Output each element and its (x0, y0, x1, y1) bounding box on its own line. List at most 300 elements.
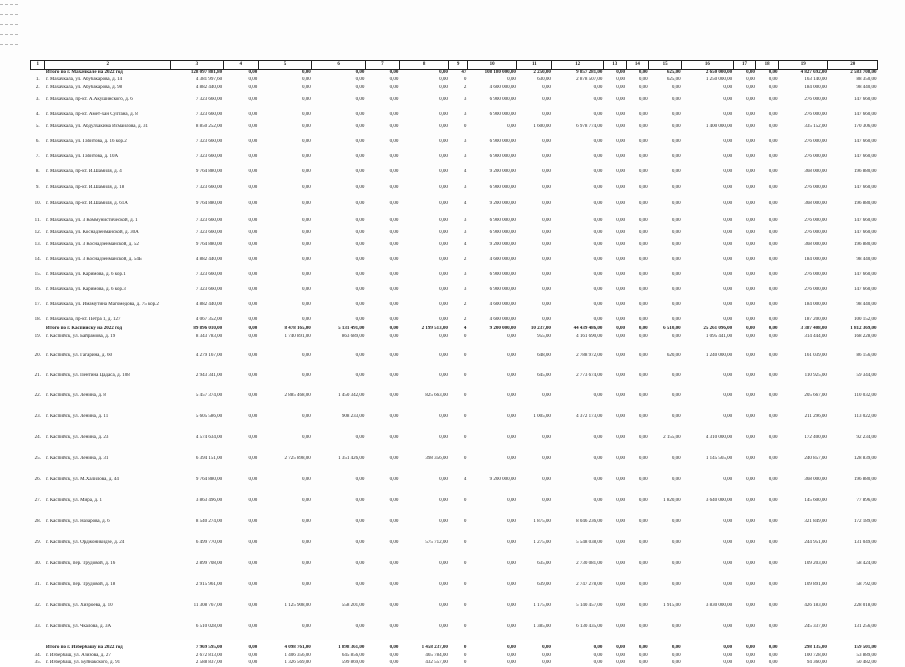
value-cell: 2 672 813,00 (195, 652, 223, 658)
value-cell: 0,00 (439, 623, 448, 629)
table-row (31, 582, 878, 603)
value-cell: 147 660,00 (854, 286, 877, 292)
value-cell: 196 880,00 (854, 241, 877, 247)
value-cell: 0,00 (439, 497, 448, 503)
value-cell: 0,00 (507, 518, 516, 524)
value-cell: 0,00 (302, 138, 311, 144)
value-cell: 0,00 (671, 229, 681, 235)
value-cell: 240 857,00 (804, 455, 827, 461)
column-number-cell: 17 (733, 61, 756, 70)
value-cell: 0,00 (439, 581, 448, 587)
row-number-cell: 5. (35, 123, 40, 129)
value-cell: 0,00 (768, 111, 778, 117)
value-cell: 0,00 (248, 325, 258, 331)
value-cell: 2 730 081,00 (576, 560, 603, 566)
value-cell: 6 499 770,00 (195, 539, 223, 545)
value-cell: 0,00 (507, 581, 516, 587)
value-cell: 159 501,00 (854, 644, 877, 650)
value-cell: 147 660,00 (854, 217, 877, 223)
value-cell: 9 764 880,00 (195, 241, 223, 247)
row-number-cell (31, 326, 45, 334)
value-cell: 0,00 (746, 539, 755, 545)
value-cell: 0,00 (355, 200, 365, 206)
value-cell: 0,00 (439, 560, 448, 566)
value-cell: 0,00 (638, 184, 648, 190)
column-number-cell: 7 (365, 61, 399, 70)
value-cell: 7 323 660,00 (195, 184, 223, 190)
value-cell: 4 882 440,00 (195, 84, 223, 90)
value-cell: 0 (463, 413, 467, 419)
value-cell: 0,00 (302, 352, 311, 358)
value-cell: 2 (463, 84, 467, 90)
value-cell: 0,00 (616, 476, 626, 482)
value-cell: 0,00 (439, 168, 448, 174)
table-body (31, 61, 878, 667)
value-cell: 0,00 (671, 476, 681, 482)
value-cell: 0,00 (616, 644, 626, 650)
repair-schedule-table (30, 60, 878, 667)
value-cell: 6 978 774,00 (576, 123, 603, 129)
row-number-cell: 3. (35, 96, 40, 102)
value-cell: 0,00 (355, 168, 365, 174)
value-cell: 0,00 (355, 123, 365, 129)
value-cell: 0,00 (389, 560, 399, 566)
value-cell: 276 000,00 (804, 286, 827, 292)
value-cell: 0,00 (723, 581, 733, 587)
value-cell: 147 660,00 (854, 271, 877, 277)
value-cell: 0,00 (746, 434, 755, 440)
value-cell: 0 (463, 392, 467, 398)
table-row (31, 185, 878, 201)
value-cell: 9 200 000,00 (489, 168, 516, 174)
value-cell: 0,00 (389, 96, 399, 102)
value-cell: 0,00 (593, 301, 603, 307)
row-number-cell: 17. (34, 301, 41, 307)
value-cell: 0,00 (302, 434, 311, 440)
value-cell: 0 (463, 539, 467, 545)
row-number-cell: 1. (35, 76, 40, 82)
value-cell: 0,00 (671, 413, 681, 419)
value-cell: 276 000,00 (804, 153, 827, 159)
value-cell: 2 (463, 256, 467, 262)
value-cell: 3 (463, 138, 467, 144)
value-cell: 0,00 (248, 271, 258, 277)
row-number-cell: 12. (34, 229, 41, 235)
value-cell: 2 899 708,00 (195, 560, 223, 566)
value-cell: 276 000,00 (804, 271, 827, 277)
value-cell: 0,00 (389, 623, 399, 629)
value-cell: 0,00 (507, 76, 516, 82)
column-number-cell: 4 (223, 61, 258, 70)
value-cell: 6 510 028,00 (195, 623, 223, 629)
value-cell: 0,00 (248, 497, 258, 503)
value-cell: 88 350,00 (856, 76, 877, 82)
value-cell: 0,00 (638, 392, 648, 398)
value-cell: 0,00 (768, 434, 778, 440)
value-cell: 0,00 (542, 271, 551, 277)
value-cell: 0,00 (248, 184, 258, 190)
value-cell: 6 394 151,00 (195, 455, 223, 461)
value-cell: 0,00 (355, 581, 365, 587)
value-cell: 11 308 767,00 (193, 602, 223, 608)
table-row (31, 287, 878, 302)
row-number-cell: 34. (34, 652, 41, 658)
address-cell: Итого по г. Махачкале на 2022 год (45, 70, 123, 75)
value-cell: 2 155,00 (663, 434, 681, 440)
value-cell: 3 (463, 271, 467, 277)
row-number-cell: 13. (34, 241, 41, 247)
value-cell: 0,00 (746, 184, 755, 190)
value-cell: 0,00 (616, 581, 626, 587)
value-cell: 0,00 (302, 168, 311, 174)
value-cell: 0,00 (439, 434, 448, 440)
row-number-cell: 6. (35, 138, 40, 144)
value-cell: 3 387 408,00 (800, 325, 827, 331)
value-cell: 0,00 (302, 497, 311, 503)
value-cell: 0,00 (248, 602, 258, 608)
value-cell: 0 (463, 659, 467, 665)
row-number-cell: 20. (34, 352, 41, 358)
value-cell: 3 (463, 286, 467, 292)
value-cell: 0,00 (616, 229, 626, 235)
value-cell: 7 323 660,00 (195, 229, 223, 235)
value-cell: 7 323 660,00 (195, 217, 223, 223)
row-number-cell: 14. (34, 256, 41, 262)
value-cell: 163 140,00 (804, 76, 827, 82)
value-cell: 0,00 (439, 301, 448, 307)
value-cell: 0,00 (638, 271, 648, 277)
value-cell: 0,00 (507, 434, 516, 440)
value-cell: 0,00 (439, 241, 448, 247)
column-number-cell: 19 (778, 61, 827, 70)
value-cell: 9 764 880,00 (195, 200, 223, 206)
column-number-cell: 1 (31, 61, 45, 70)
value-cell: 1 820,00 (663, 497, 681, 503)
value-cell: 53 889,00 (856, 652, 877, 658)
value-cell: 1 005,00 (533, 413, 551, 419)
value-cell: 0,00 (671, 623, 681, 629)
value-cell: 0,00 (638, 413, 648, 419)
value-cell: 4 (463, 325, 467, 331)
value-cell: 7 323 660,00 (195, 286, 223, 292)
value-cell: 0 (463, 455, 467, 461)
row-number-cell: 7. (35, 153, 40, 159)
value-cell: 0,00 (542, 241, 551, 247)
address-cell: г. Махачкала, ул. 3 Коснадзенманской, д. 52 (45, 241, 139, 247)
value-cell: 321 849,00 (804, 518, 827, 524)
value-cell: 0,00 (638, 70, 648, 75)
value-cell: 0,00 (616, 316, 626, 322)
value-cell: 0,00 (302, 123, 311, 129)
value-cell: 0,00 (248, 455, 258, 461)
value-cell: 0,00 (768, 217, 778, 223)
value-cell: 0,00 (746, 301, 755, 307)
value-cell: 0,00 (723, 623, 733, 629)
table-row (31, 302, 878, 317)
value-cell: 59 344,00 (856, 372, 877, 378)
value-cell: 0,00 (616, 168, 626, 174)
value-cell: 0,00 (638, 84, 648, 90)
value-cell: 145 600,00 (804, 497, 827, 503)
value-cell: 0,00 (746, 325, 755, 331)
address-cell: г. Махачкала, пр-кт. И.Шамиля, д. 61А (45, 200, 128, 206)
value-cell: 100 152,00 (854, 316, 877, 322)
value-cell: 4 (463, 476, 467, 482)
value-cell: 0,00 (355, 352, 365, 358)
value-cell: 0,00 (507, 352, 516, 358)
value-cell: 3 640 000,00 (705, 497, 733, 503)
value-cell: 0 (463, 497, 467, 503)
value-cell: 635,00 (537, 560, 551, 566)
table-row (31, 624, 878, 645)
value-cell: 0,00 (768, 271, 778, 277)
value-cell: 0,00 (671, 271, 681, 277)
value-cell: 645 856,00 (341, 652, 365, 658)
value-cell: 0,00 (302, 96, 311, 102)
value-cell: 0 (463, 518, 467, 524)
address-cell: г. Махачкала, ул. Каримова, д. 6 кор.3 (45, 286, 126, 292)
value-cell: 1 326 569,00 (284, 659, 311, 665)
value-cell: 0,00 (671, 455, 681, 461)
value-cell: 0,00 (302, 286, 311, 292)
value-cell: 0,00 (355, 476, 365, 482)
value-cell: 0,00 (638, 325, 648, 331)
margin-mark (0, 14, 18, 15)
value-cell: 9 200 000,00 (489, 476, 516, 482)
value-cell: 0,00 (746, 623, 755, 629)
value-cell: 0,00 (507, 602, 516, 608)
value-cell: 58 424,00 (856, 560, 877, 566)
value-cell: 368 000,00 (804, 168, 827, 174)
value-cell: 0,00 (439, 333, 448, 339)
value-cell: 0,00 (355, 153, 365, 159)
value-cell: 0,00 (768, 602, 778, 608)
value-cell: 625,00 (666, 76, 681, 82)
value-cell: 0,00 (355, 111, 365, 117)
value-cell: 0,00 (248, 392, 258, 398)
value-cell: 276 000,00 (804, 184, 827, 190)
row-number-cell: 33. (34, 623, 41, 629)
value-cell: 0,00 (746, 271, 755, 277)
value-cell: 7 323 660,00 (195, 271, 223, 277)
value-cell: 4 882 440,00 (195, 256, 223, 262)
value-cell: 0,00 (302, 623, 311, 629)
value-cell: 0,00 (302, 153, 311, 159)
value-cell: 0,00 (593, 184, 603, 190)
value-cell: 0,00 (616, 256, 626, 262)
value-cell: 0,00 (507, 413, 516, 419)
value-cell: 0,00 (768, 325, 778, 331)
value-cell: 147 660,00 (854, 111, 877, 117)
table-row (31, 317, 878, 326)
value-cell: 0,00 (439, 111, 448, 117)
value-cell: 0,00 (768, 518, 778, 524)
value-cell: 0,00 (302, 301, 311, 307)
table-row (31, 154, 878, 169)
value-cell: 0,00 (616, 518, 626, 524)
value-cell: 6 510,00 (663, 325, 681, 331)
value-cell: 0,00 (542, 217, 551, 223)
value-cell: 0,00 (248, 659, 258, 665)
value-cell: 0,00 (638, 476, 648, 482)
value-cell: 0,00 (302, 316, 311, 322)
table-row (31, 456, 878, 477)
value-cell: 0,00 (671, 184, 681, 190)
value-cell: 0,00 (671, 372, 681, 378)
value-cell: 0,00 (616, 123, 626, 129)
value-cell: 0,00 (593, 476, 603, 482)
value-cell: 0,00 (768, 497, 778, 503)
value-cell: 0,00 (248, 518, 258, 524)
value-cell: 0,00 (302, 184, 311, 190)
value-cell: 4 600 000,00 (489, 301, 516, 307)
value-cell: 0,00 (616, 539, 626, 545)
value-cell: 0,00 (768, 476, 778, 482)
value-cell: 0,00 (542, 392, 551, 398)
value-cell: 0,00 (302, 111, 311, 117)
address-cell: г. Каспийск, ул. Чкалова, д. 3А (45, 623, 112, 629)
address-cell: г. Махачкала, ул. Каримова, д. 6 кор.1 (45, 271, 126, 277)
value-cell: 0,00 (638, 256, 648, 262)
value-cell: 0,00 (302, 200, 311, 206)
value-cell: 1 600,00 (533, 123, 551, 129)
value-cell: 630,00 (537, 76, 551, 82)
value-cell: 0,00 (389, 413, 399, 419)
value-cell: 0,00 (389, 111, 399, 117)
value-cell: 0,00 (768, 153, 778, 159)
value-cell: 0,00 (723, 659, 733, 665)
value-cell: 0,00 (768, 413, 778, 419)
value-cell: 0,00 (616, 413, 626, 419)
address-cell: г. Каспийск, ул. Гагарина, д. 60 (45, 352, 112, 358)
value-cell: 0,00 (638, 455, 648, 461)
value-cell: 0,00 (671, 217, 681, 223)
value-cell: 0,00 (768, 352, 778, 358)
column-number-cell: 12 (552, 61, 604, 70)
address-cell: г. Махачкала, пр-кт. А.Акушинского, д. 6 (45, 96, 133, 102)
value-cell: 0,00 (638, 352, 648, 358)
column-number-cell: 11 (517, 61, 552, 70)
value-cell: 0,00 (439, 316, 448, 322)
value-cell: 0,00 (439, 286, 448, 292)
table-row (31, 85, 878, 97)
value-cell: 196 880,00 (854, 476, 877, 482)
value-cell: 0,00 (542, 286, 551, 292)
value-cell: 211 296,00 (804, 413, 827, 419)
value-cell: 0,00 (248, 138, 258, 144)
table-row (31, 77, 878, 85)
value-cell: 1 740 891,00 (284, 333, 311, 339)
value-cell: 0,00 (248, 652, 258, 658)
table-row (31, 272, 878, 287)
value-cell: 0,00 (302, 518, 311, 524)
value-cell: 0,00 (616, 602, 626, 608)
value-cell: 0,00 (248, 476, 258, 482)
value-cell: 98 440,00 (856, 301, 877, 307)
value-cell: 0,00 (355, 217, 365, 223)
value-cell: 0 (463, 123, 467, 129)
value-cell: 0,00 (723, 241, 733, 247)
address-cell: Итого по г. Избербашу на 2022 год (45, 644, 123, 650)
column-number-cell: 8 (399, 61, 448, 70)
value-cell: 0,00 (768, 256, 778, 262)
value-cell: 0,00 (542, 153, 551, 159)
value-cell: 9 200 000,00 (489, 241, 516, 247)
value-cell: 0,00 (638, 241, 648, 247)
value-cell: 44 439 486,00 (573, 325, 603, 331)
value-cell: 0,00 (616, 241, 626, 247)
value-cell: 0,00 (389, 200, 399, 206)
value-cell: 0,00 (616, 217, 626, 223)
value-cell: 0,00 (723, 539, 733, 545)
value-cell: 4 827 692,00 (800, 70, 827, 75)
value-cell: 0 (463, 644, 467, 650)
value-cell: 0,00 (671, 241, 681, 247)
value-cell: 0,00 (248, 168, 258, 174)
value-cell: 368 000,00 (804, 200, 827, 206)
value-cell: 0,00 (723, 111, 733, 117)
value-cell: 9 764 880,00 (195, 476, 223, 482)
value-cell: 205 667,00 (804, 392, 827, 398)
address-cell: г. Махачкала, пр-кт. Петра 1, д. 127 (45, 316, 121, 322)
value-cell: 4 279 167,00 (195, 352, 223, 358)
value-cell: 86 156,00 (856, 352, 877, 358)
value-cell: 0,00 (439, 352, 448, 358)
table-row (31, 334, 878, 353)
value-cell: 0,00 (389, 153, 399, 159)
value-cell: 100 728,00 (804, 652, 827, 658)
value-cell: 0,00 (616, 560, 626, 566)
value-cell: 0,00 (638, 434, 648, 440)
value-cell: 0,00 (542, 96, 551, 102)
value-cell: 0,00 (671, 200, 681, 206)
value-cell: 0,00 (389, 392, 399, 398)
value-cell: 0,00 (638, 123, 648, 129)
value-cell: 0,00 (746, 581, 755, 587)
value-cell: 5 548 038,00 (576, 539, 603, 545)
value-cell: 0,00 (593, 286, 603, 292)
value-cell: 0,00 (616, 138, 626, 144)
value-cell: 0,00 (389, 333, 399, 339)
value-cell: 0,00 (671, 518, 681, 524)
value-cell: 1 400 000,00 (705, 123, 733, 129)
value-cell: 0,00 (248, 200, 258, 206)
value-cell: 0,00 (439, 84, 448, 90)
value-cell: 0,00 (768, 659, 778, 665)
value-cell: 0,00 (439, 518, 448, 524)
value-cell: 0,00 (723, 644, 733, 650)
value-cell: 0 (463, 560, 467, 566)
value-cell: 0,00 (248, 76, 258, 82)
value-cell: 5 140 457,00 (576, 602, 603, 608)
value-cell: 168 228,00 (854, 333, 877, 339)
value-cell: 0,00 (507, 652, 516, 658)
value-cell: 0,00 (389, 434, 399, 440)
value-cell: 1 915,00 (663, 602, 681, 608)
value-cell: 3 (463, 111, 467, 117)
value-cell: 0,00 (302, 229, 311, 235)
address-cell: г. Каспийск, ул. Ленина, д. 23 (45, 434, 109, 440)
table-row (31, 660, 878, 667)
value-cell: 0,00 (355, 623, 365, 629)
value-cell: 244 951,00 (804, 539, 827, 545)
value-cell: 0 (463, 352, 467, 358)
value-cell: 25 261 096,00 (703, 325, 733, 331)
value-cell: 2 943 341,00 (195, 372, 223, 378)
value-cell: 0,00 (616, 659, 626, 665)
value-cell: 0,00 (723, 413, 733, 419)
table-row (31, 373, 878, 393)
